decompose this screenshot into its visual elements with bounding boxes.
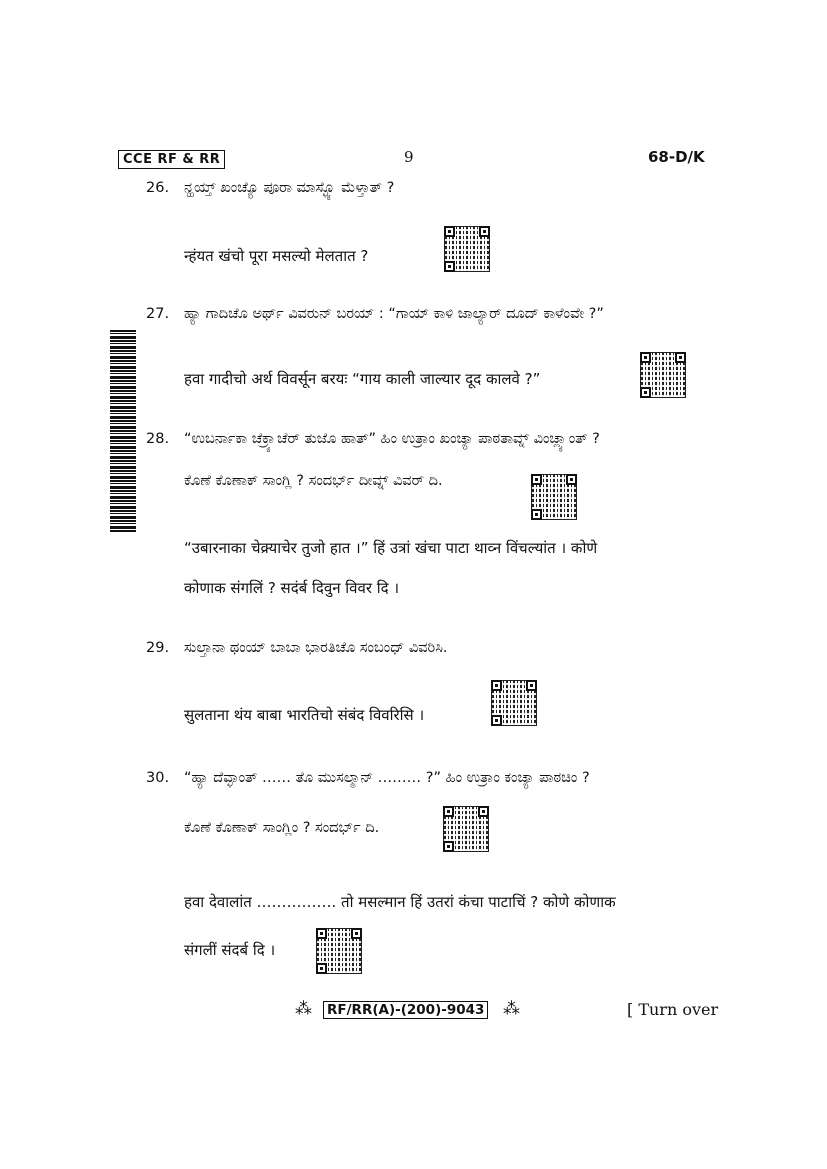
question-number-27: 27. <box>146 306 170 322</box>
qr-code-icon <box>531 474 577 520</box>
question-29-devanagari: सुलताना थंय बाबा भारतिचो संबंद विवरिसि । <box>184 706 425 724</box>
question-30-kannada-line2: ಕೊಣೆ ಕೊಣಾಕ್ ಸಾಂಗ್ಲಿಂ ? ಸಂದರ್ಭ್ ದಿ. <box>184 820 380 836</box>
question-number-30: 30. <box>146 770 170 786</box>
qr-code-icon <box>316 928 362 974</box>
turn-over-label: [ Turn over <box>627 1000 719 1019</box>
leaf-ornament-left-icon: ⁂ <box>295 999 312 1019</box>
question-30-kannada: “ಹ್ಯಾ ದೆವ್ಳಾಂತ್ …… ತೊ ಮುಸಲ್ಮಾನ್ ……… ?” ಹಿಂ ಉತ್ರಾಂ ಕಂಚ್ಯಾ ಪಾಠಚಿಂ ? <box>184 770 590 786</box>
question-29-kannada: ಸುಲ್ತಾನಾ ಥಂಯ್ ಬಾಬಾ ಭಾರತಿಚೊ ಸಂಬಂಧ್ ವಿವರಿಸಿ. <box>184 640 448 656</box>
qr-code-icon <box>443 806 489 852</box>
qr-code-icon <box>640 352 686 398</box>
subject-code-box: CCE RF & RR <box>118 150 225 169</box>
question-30-devanagari: हवा देवालांत ……………. तो मसल्मान हिं उतरां कंचा पाटाचिं ? कोणे कोणाक <box>184 893 616 911</box>
question-30-devanagari-line2: संगलीं संदर्ब दि । <box>184 941 276 959</box>
barcode-strip <box>110 330 136 532</box>
question-28-devanagari: “उबारनाका चेक्र्याचेर तुजो हात ।” हिं उत्रां खंचा पाटा थाव्न विंचल्यांत । कोणे <box>184 539 598 557</box>
question-28-kannada: “ಉಬರ್ನಾಕಾ ಚೆಕ್ರ್ಯಾಚೆರ್ ತುಜೊ ಹಾತ್” ಹಿಂ ಉತ್ರಾಂ ಖಂಚ್ಯಾ ಪಾಠತಾವ್ನ್ ವಿಂಚ್ಲ್ಯಾಂತ್ ? <box>184 431 600 447</box>
question-number-28: 28. <box>146 431 170 447</box>
question-28-devanagari-line2: कोणाक संगलिं ? सदंर्ब दिवुन विवर दि । <box>184 579 400 597</box>
footer-code-box: RF/RR(A)-(200)-9043 <box>323 1001 488 1019</box>
qr-code-icon <box>444 226 490 272</box>
paper-code: 68-D/K <box>648 148 705 166</box>
question-26-kannada: ನ್ಹಯ್ತ್ ಖಂಚ್ಯೊ ಪೂರಾ ಮಾಸ್ಳ್ಯೊ ಮೆಳ್ತಾತ್ ? <box>184 180 395 196</box>
page-number: 9 <box>404 148 414 166</box>
question-number-26: 26. <box>146 180 170 196</box>
question-number-29: 29. <box>146 640 170 656</box>
qr-code-icon <box>491 680 537 726</box>
question-27-kannada: ಹ್ಯಾ ಗಾದಿಚೊ ಅರ್ಥ್ ವಿವರುನ್ ಬರಯ್ : “ಗಾಯ್ ಕಾಳಿ ಜಾಲ್ಯಾರ್ ದೂದ್ ಕಾಳೆಂವೇ ?” <box>184 306 604 322</box>
question-26-devanagari: न्हंयत खंचो पूरा मसल्यो मेलतात ? <box>184 247 369 265</box>
question-28-kannada-line2: ಕೊಣೆ ಕೊಣಾಕ್ ಸಾಂಗ್ಲಿ ? ಸಂದರ್ಭ್ ದೀವ್ನ್ ವಿವರ್ ದಿ. <box>184 473 443 489</box>
question-27-devanagari: हवा गादीचो अर्थ विवर्सून बरयः “गाय काली जाल्यार दूद कालवे ?” <box>184 370 541 388</box>
leaf-ornament-right-icon: ⁂ <box>503 999 520 1019</box>
